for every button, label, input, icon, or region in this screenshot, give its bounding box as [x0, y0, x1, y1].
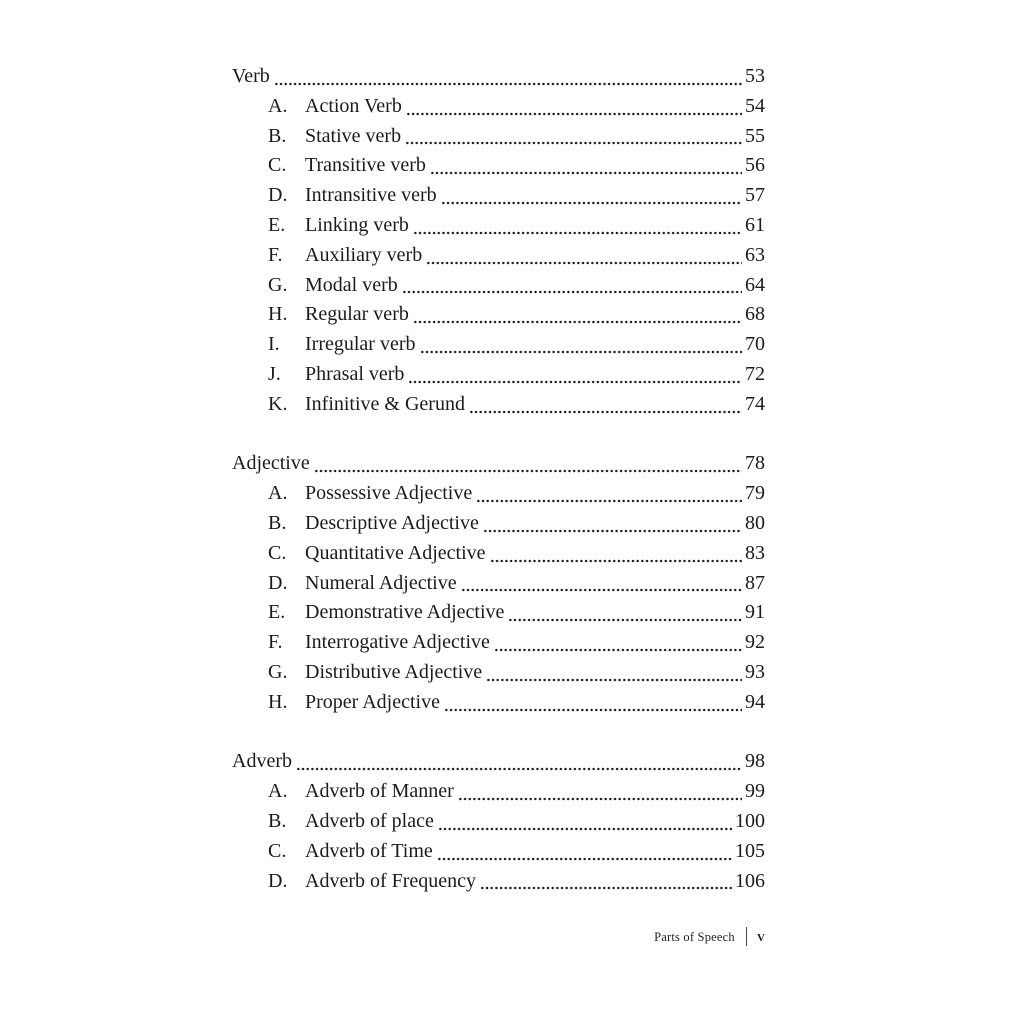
entry-page-number: 64 — [745, 273, 765, 296]
entry-letter: F. — [268, 631, 283, 654]
dot-leader — [490, 539, 743, 569]
entry-page-number: 70 — [745, 333, 765, 356]
toc-entry — [232, 807, 765, 837]
entry-title: Distributive Adjective — [305, 660, 483, 683]
toc-entry — [232, 658, 765, 688]
entry-page-number: 68 — [745, 303, 765, 326]
entry-page-number: 100 — [735, 809, 765, 832]
footer-separator-bar — [746, 927, 747, 946]
dot-leader — [413, 300, 742, 330]
entry-title: Regular verb — [305, 303, 409, 326]
toc-entry — [232, 837, 765, 867]
toc-entry — [232, 360, 765, 390]
dot-leader — [486, 658, 742, 688]
entry-letter: F. — [268, 243, 283, 266]
entry-page-number: 87 — [745, 571, 765, 594]
entry-page-number: 54 — [745, 94, 765, 117]
entry-title: Transitive verb — [305, 154, 426, 177]
entry-letter: G. — [268, 660, 288, 683]
entry-letter: C. — [268, 541, 287, 564]
toc-entry — [232, 777, 765, 807]
entry-title: Auxiliary verb — [305, 243, 423, 266]
footer-page-number: v — [757, 928, 765, 945]
entry-title: Adverb of Time — [305, 839, 433, 862]
dot-leader — [476, 479, 742, 509]
entry-title: Adverb — [232, 750, 292, 773]
table-of-contents — [232, 62, 765, 926]
entry-title: Infinitive & Gerund — [305, 392, 465, 415]
entry-letter: A. — [268, 94, 288, 117]
entry-page-number: 93 — [745, 660, 765, 683]
entry-letter: H. — [268, 690, 288, 713]
dot-leader — [405, 122, 742, 152]
dot-leader — [430, 151, 742, 181]
entry-title: Irregular verb — [305, 333, 416, 356]
entry-page-number: 72 — [745, 362, 765, 385]
entry-title: Interrogative Adjective — [305, 631, 490, 654]
toc-entry — [232, 241, 765, 271]
entry-letter: D. — [268, 869, 288, 892]
entry-page-number: 92 — [745, 631, 765, 654]
dot-leader — [444, 688, 742, 718]
entry-page-number: 106 — [735, 869, 765, 892]
toc-entry — [232, 688, 765, 718]
toc-entry — [232, 867, 765, 897]
entry-letter: D. — [268, 184, 288, 207]
dot-leader — [508, 598, 742, 628]
entry-page-number: 61 — [745, 213, 765, 236]
entry-letter: B. — [268, 809, 287, 832]
toc-section-heading — [232, 747, 765, 777]
dot-leader — [314, 449, 742, 479]
toc-entry — [232, 271, 765, 301]
dot-leader — [469, 390, 742, 420]
toc-section-verb — [232, 62, 765, 420]
dot-leader — [420, 330, 743, 360]
entry-letter: A. — [268, 482, 288, 505]
dot-leader — [441, 181, 742, 211]
entry-title: Modal verb — [305, 273, 398, 296]
entry-page-number: 99 — [745, 780, 765, 803]
entry-page-number: 56 — [745, 154, 765, 177]
entry-page-number: 63 — [745, 243, 765, 266]
dot-leader — [406, 92, 742, 122]
entry-page-number: 57 — [745, 184, 765, 207]
toc-entry — [232, 92, 765, 122]
toc-entry — [232, 181, 765, 211]
entry-title: Possessive Adjective — [305, 482, 473, 505]
entry-title: Descriptive Adjective — [305, 511, 479, 534]
toc-section-heading — [232, 449, 765, 479]
entry-page-number: 79 — [745, 482, 765, 505]
dot-leader — [458, 777, 742, 807]
entry-title: Adverb of Frequency — [305, 869, 477, 892]
entry-letter: H. — [268, 303, 288, 326]
toc-section-adjective — [232, 449, 765, 717]
entry-letter: G. — [268, 273, 288, 296]
entry-title: Adverb of place — [305, 809, 434, 832]
entry-letter: E. — [268, 213, 286, 236]
dot-leader — [274, 62, 742, 92]
entry-title: Verb — [232, 65, 270, 87]
entry-title: Adjective — [232, 452, 310, 475]
dot-leader — [413, 211, 742, 241]
entry-page-number: 83 — [745, 541, 765, 564]
dot-leader — [408, 360, 742, 390]
entry-title: Stative verb — [305, 124, 402, 147]
toc-entry — [232, 211, 765, 241]
toc-section-adverb — [232, 747, 765, 896]
entry-letter: B. — [268, 124, 287, 147]
entry-letter: J. — [268, 362, 281, 385]
dot-leader — [296, 747, 742, 777]
entry-title: Phrasal verb — [305, 362, 405, 385]
entry-letter: I. — [268, 333, 280, 356]
dot-leader — [402, 271, 742, 301]
toc-section-heading — [232, 62, 765, 92]
toc-entry — [232, 122, 765, 152]
dot-leader — [483, 509, 742, 539]
entry-letter: D. — [268, 571, 288, 594]
entry-letter: B. — [268, 511, 287, 534]
entry-title: Adverb of Manner — [305, 780, 454, 803]
entry-title: Action Verb — [305, 94, 402, 117]
toc-entry — [232, 330, 765, 360]
entry-letter: E. — [268, 601, 286, 624]
entry-title: Demonstrative Adjective — [305, 601, 505, 624]
toc-entry — [232, 569, 765, 599]
toc-entry — [232, 479, 765, 509]
entry-page-number: 105 — [735, 839, 765, 862]
entry-letter: C. — [268, 154, 287, 177]
entry-letter: K. — [268, 392, 288, 415]
dot-leader — [426, 241, 742, 271]
dot-leader — [480, 867, 732, 897]
entry-page-number: 55 — [745, 124, 765, 147]
toc-entry — [232, 598, 765, 628]
toc-entry — [232, 509, 765, 539]
dot-leader — [437, 837, 732, 867]
toc-entry — [232, 539, 765, 569]
dot-leader — [438, 807, 732, 837]
toc-entry — [232, 628, 765, 658]
entry-title: Linking verb — [305, 213, 409, 236]
entry-title: Numeral Adjective — [305, 571, 457, 594]
page-footer — [654, 922, 765, 952]
entry-letter: A. — [268, 780, 288, 803]
toc-entry — [232, 390, 765, 420]
toc-entry — [232, 151, 765, 181]
entry-page-number: 53 — [745, 65, 765, 87]
footer-book-title: Parts of Speech — [654, 929, 735, 944]
entry-page-number: 91 — [745, 601, 765, 624]
entry-title: Intransitive verb — [305, 184, 437, 207]
entry-title: Quantitative Adjective — [305, 541, 486, 564]
entry-page-number: 74 — [745, 392, 765, 415]
entry-page-number: 80 — [745, 511, 765, 534]
entry-page-number: 78 — [745, 452, 765, 475]
toc-entry — [232, 300, 765, 330]
dot-leader — [461, 569, 742, 599]
entry-letter: C. — [268, 839, 287, 862]
entry-page-number: 94 — [745, 690, 765, 713]
dot-leader — [494, 628, 742, 658]
entry-page-number: 98 — [745, 750, 765, 773]
entry-title: Proper Adjective — [305, 690, 440, 713]
